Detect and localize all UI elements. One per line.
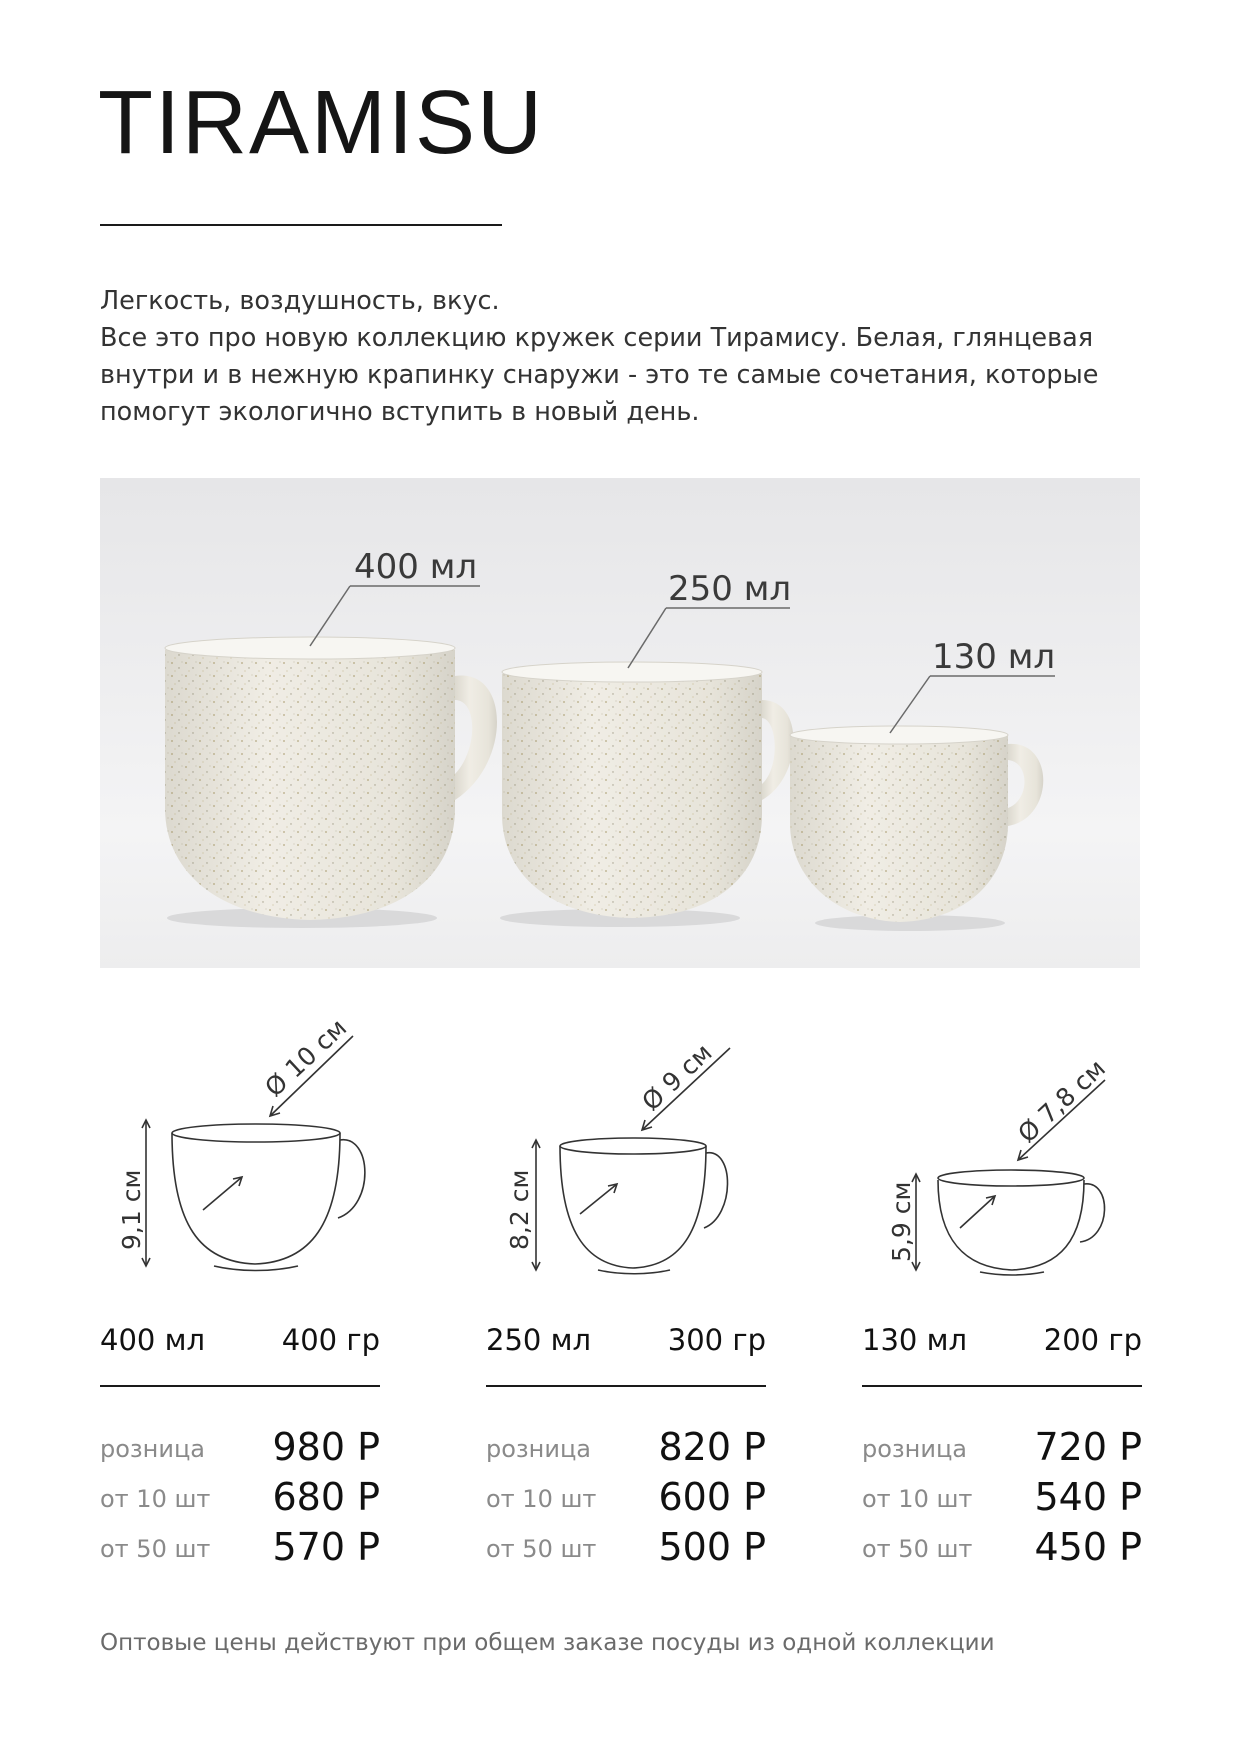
price-label: от 10 шт	[100, 1485, 211, 1513]
intro-text	[100, 283, 1160, 431]
intro-line: Все это про новую коллекцию кружек серии Тирамису. Белая, глянцевая	[100, 323, 1094, 353]
price-label: розница	[100, 1435, 206, 1463]
price-label: розница	[486, 1435, 592, 1463]
diameter-label-250: Ø 9 см	[636, 1037, 718, 1117]
price-label: от 10 шт	[486, 1485, 597, 1513]
weight: 200 гр	[1043, 1323, 1142, 1357]
weight: 400 гр	[281, 1323, 380, 1357]
spec-header	[100, 1323, 380, 1363]
price-row-retail	[100, 1419, 380, 1469]
price-value: 540 Р	[1034, 1475, 1142, 1519]
price-label: от 50 шт	[862, 1535, 973, 1563]
price-value: 720 Р	[1034, 1425, 1142, 1469]
volume: 400 мл	[100, 1323, 205, 1357]
column-divider	[862, 1385, 1142, 1387]
footer-note: Оптовые цены действуют при общем заказе посуды из одной коллекции	[100, 1630, 995, 1656]
price-row-10	[100, 1469, 380, 1519]
height-label-400: 9,1 см	[117, 1169, 146, 1250]
price-value: 980 Р	[272, 1425, 380, 1469]
price-value: 450 Р	[1034, 1525, 1142, 1569]
diameter-label-130: Ø 7,8 см	[1012, 1053, 1112, 1149]
price-row-50	[100, 1519, 380, 1569]
spec-header	[486, 1323, 766, 1363]
price-label: от 10 шт	[862, 1485, 973, 1513]
weight: 300 гр	[667, 1323, 766, 1357]
height-label-250: 8,2 см	[505, 1169, 534, 1250]
photo-label-400: 400 мл	[354, 547, 478, 587]
price-row-10	[486, 1469, 766, 1519]
price-row-retail	[862, 1419, 1142, 1469]
diameter-label-400: Ø 10 см	[259, 1012, 353, 1103]
spec-header	[862, 1323, 1142, 1363]
price-row-10	[862, 1469, 1142, 1519]
price-row-retail	[486, 1419, 766, 1469]
price-row-50	[862, 1519, 1142, 1569]
price-value: 500 Р	[658, 1525, 766, 1569]
intro-line: Легкость, воздушность, вкус.	[100, 286, 500, 316]
mug-diagrams	[0, 1000, 1236, 1300]
column-divider	[486, 1385, 766, 1387]
intro-line: помогут экологично вступить в новый день.	[100, 397, 700, 427]
intro-line: внутри и в нежную крапинку снаружи - это те самые сочетания, которые	[100, 360, 1099, 390]
volume: 130 мл	[862, 1323, 967, 1357]
price-value: 680 Р	[272, 1475, 380, 1519]
height-label-130: 5,9 см	[887, 1181, 916, 1262]
price-label: розница	[862, 1435, 968, 1463]
price-value: 570 Р	[272, 1525, 380, 1569]
price-row-50	[486, 1519, 766, 1569]
photo-label-250: 250 мл	[668, 569, 792, 609]
page-title: TIRAMISU	[98, 73, 545, 173]
price-value: 820 Р	[658, 1425, 766, 1469]
column-divider	[100, 1385, 380, 1387]
price-label: от 50 шт	[486, 1535, 597, 1563]
price-label: от 50 шт	[100, 1535, 211, 1563]
product-photo	[100, 478, 1140, 968]
volume: 250 мл	[486, 1323, 591, 1357]
photo-label-130: 130 мл	[932, 637, 1056, 677]
title-divider	[100, 224, 502, 226]
price-value: 600 Р	[658, 1475, 766, 1519]
